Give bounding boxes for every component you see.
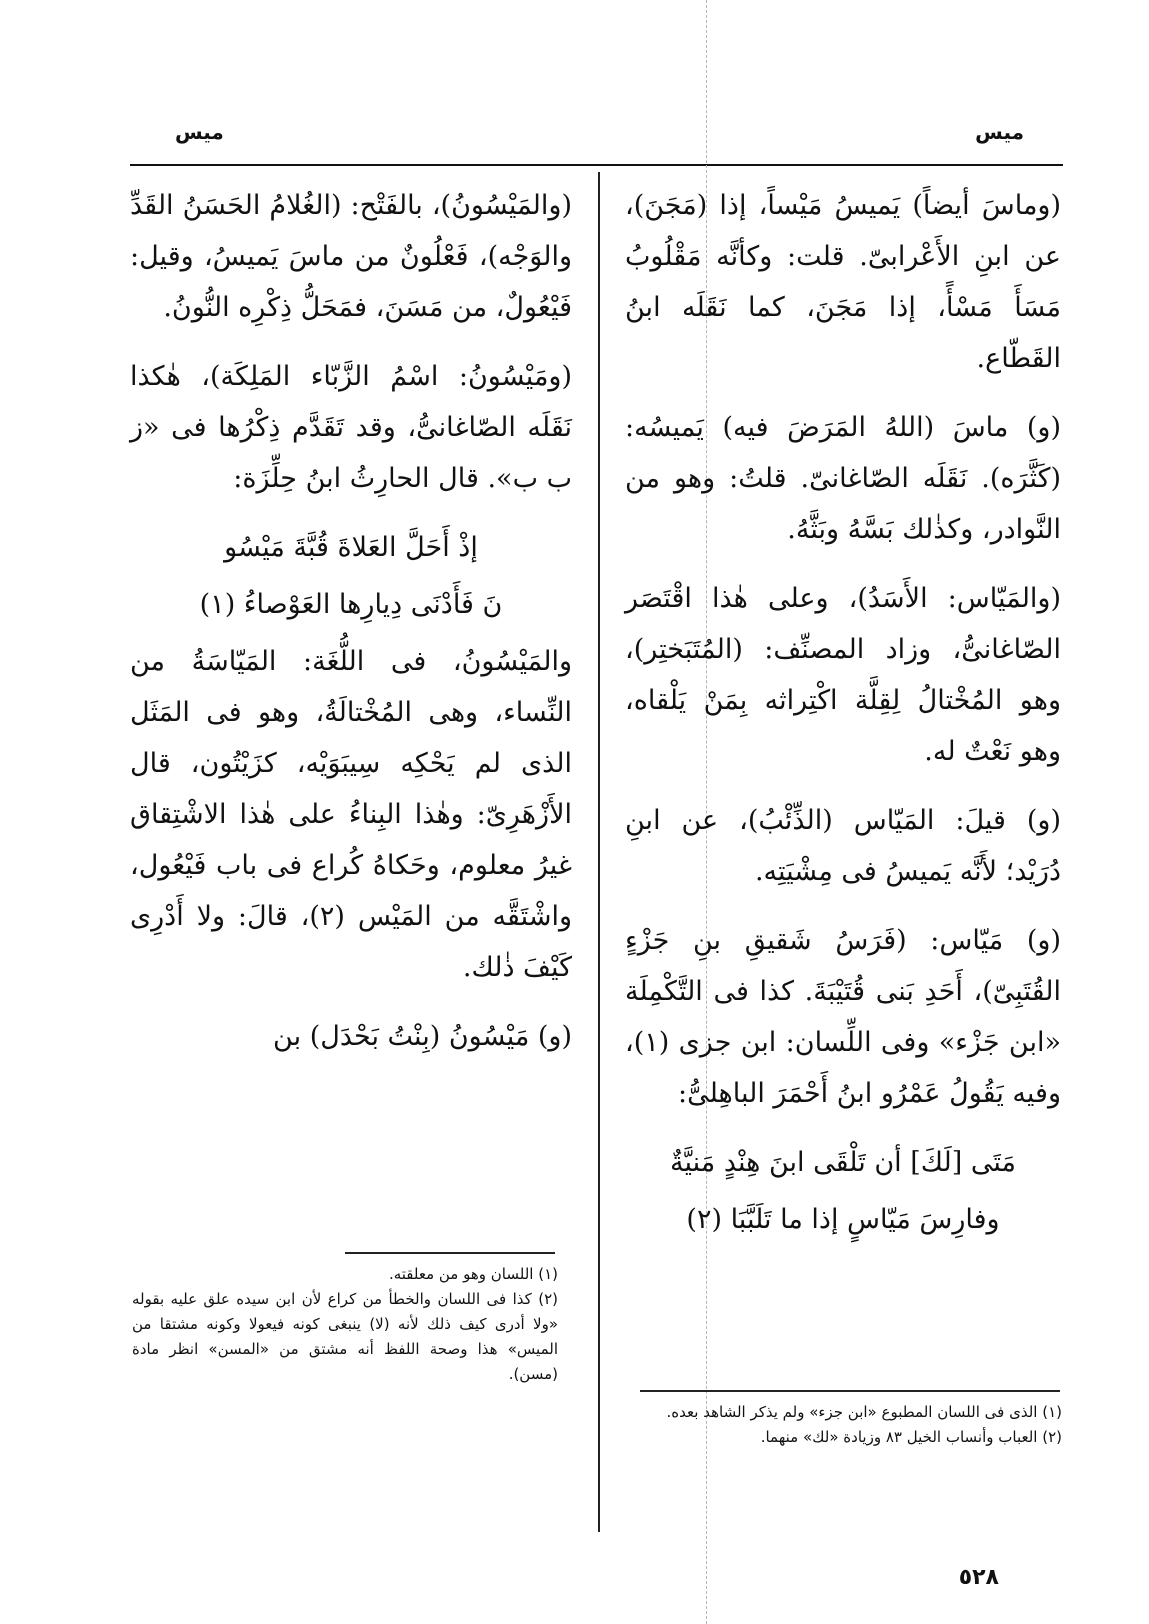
paragraph: (و) ماسَ (اللهُ المَرَضَ فيه) يَميسُه: (كَثَّرَه). نَقَلَه الصّاغانىّ. قلتُ: وهو من النَّوادر، وكذٰلك بَسَّهُ وبَثَّهُ. xyxy=(625,412,1061,545)
footnote: (٢) كذا فى اللسان والخطأ من كراع لأن ابن سيده علق عليه بقوله «ولا أدرى كيف ذلك لأنه (لا) ينبغى كونه فيعولا وكونه مشتقا من الميس» هذا وصحة اللفظ أنه مشتق من «المسن» انظر مادة (مسن). xyxy=(132,1290,558,1383)
footnotes-right xyxy=(640,1400,1062,1450)
header-rule xyxy=(130,164,1063,166)
running-header-left: ميس xyxy=(175,120,224,144)
footnote-rule-left xyxy=(345,1252,555,1254)
column-divider xyxy=(598,172,600,1532)
footnote: (١) الذى فى اللسان المطبوع «ابن جزء» ولم يذكر الشاهد بعده. xyxy=(666,1403,1062,1421)
footnotes-left xyxy=(132,1262,558,1387)
footnote: (٢) العباب وأنساب الخيل ٨٣ وزيادة «لك» منهما. xyxy=(760,1428,1062,1446)
paragraph: (و) مَيْسُونُ (بِنْتُ بَحْدَل) بن xyxy=(273,1021,572,1052)
paragraph: (وماسَ أيضاً) يَميسُ مَيْساً، إذا (مَجَنَ)، عن ابنِ الأَعْرابىّ. قلت: وكأنَّه مَقْلُوبُ مَسَأَ مَسْأً، إذا مَجَنَ، كما نَقَلَه ابنُ القَطّاع. xyxy=(625,190,1061,374)
footnote: (١) اللسان وهو من معلقته. xyxy=(388,1265,558,1283)
paragraph: (والمَيْسُونُ)، بالفَتْح: (الغُلامُ الحَسَنُ القَدِّ والوَجْه)، فَعْلُونٌ من ماسَ يَميسُ، وقيل: فَيْعُولٌ، من مَسَنَ، فمَحَلُّ ذِكْرِه النُّونُ. xyxy=(130,190,572,323)
page-number: ٥٢٨ xyxy=(958,1565,999,1590)
verse-line: وفارِسَ مَيّاسٍ إذا ما تَلَبَّبَا (٢) xyxy=(686,1204,1000,1235)
paragraph: (ومَيْسُونُ: اسْمُ الزَّبّاء المَلِكَة)، هٰكذا نَقَلَه الصّاغانىُّ، وقد تَقَدَّم ذِكْرُها فى «ز ب ب». قال الحارِثُ ابنُ حِلِّزَة: xyxy=(130,361,572,494)
verse-line: مَتَى [لَكَ] أن تَلْقَى ابنَ هِنْدٍ مَنيَّةٌ xyxy=(670,1147,1016,1178)
paragraph: (والمَيّاس: الأَسَدُ)، وعلى هٰذا اقْتَصَر الصّاغانىُّ، وزاد المصنِّف: (المُتَبَختِر)، وهو المُخْتالُ لِقِلَّة اكْتِراثه بِمَنْ يَلْقاه، وهو نَعْتٌ له. xyxy=(625,583,1061,767)
verse-line: إذْ أَحَلَّ العَلاةَ قُبَّةَ مَيْسُو xyxy=(224,532,478,563)
verse-line: نَ فَأَدْنَى دِيارِها العَوْصاءُ (١) xyxy=(199,589,503,620)
left-column xyxy=(130,180,572,1080)
right-column xyxy=(625,180,1061,1251)
paragraph: (و) قيلَ: المَيّاس (الذِّئْبُ)، عن ابنِ دُرَيْد؛ لأَنَّه يَميسُ فى مِشْيَتِه. xyxy=(625,805,1061,887)
paragraph: والمَيْسُونُ، فى اللُّغَة: المَيّاسَةُ من النِّساء، وهى المُخْتالَةُ، وهو فى المَثَل الذى لم يَحْكِه سِيبَوَيْه، كزَيْتُون، قال الأَزْهَرِىّ: وهٰذا البِناءُ على هٰذا الاشْتِقاق غيرُ معلوم، وحَكاهُ كُراع فى باب فَيْعُول، واشْتَقَّه من المَيْس (٢)، قالَ: ولا أَدْرِى كَيْفَ ذٰلك. xyxy=(130,646,572,983)
paragraph: (و) مَيّاس: (فَرَسُ شَقيقِ بنِ جَزْءٍ القُتَبِىّ)، أَحَدِ بَنى قُتَيْبَةَ. كذا فى التَّكْمِلَة «ابن جَزْء» وفى اللِّسان: ابن جزى (١)، وفيه يَقُولُ عَمْرُو ابنُ أَحْمَرَ الباهِلىُّ: xyxy=(625,925,1061,1109)
footnote-rule-right xyxy=(640,1390,1060,1392)
running-header-right: ميس xyxy=(975,120,1024,144)
